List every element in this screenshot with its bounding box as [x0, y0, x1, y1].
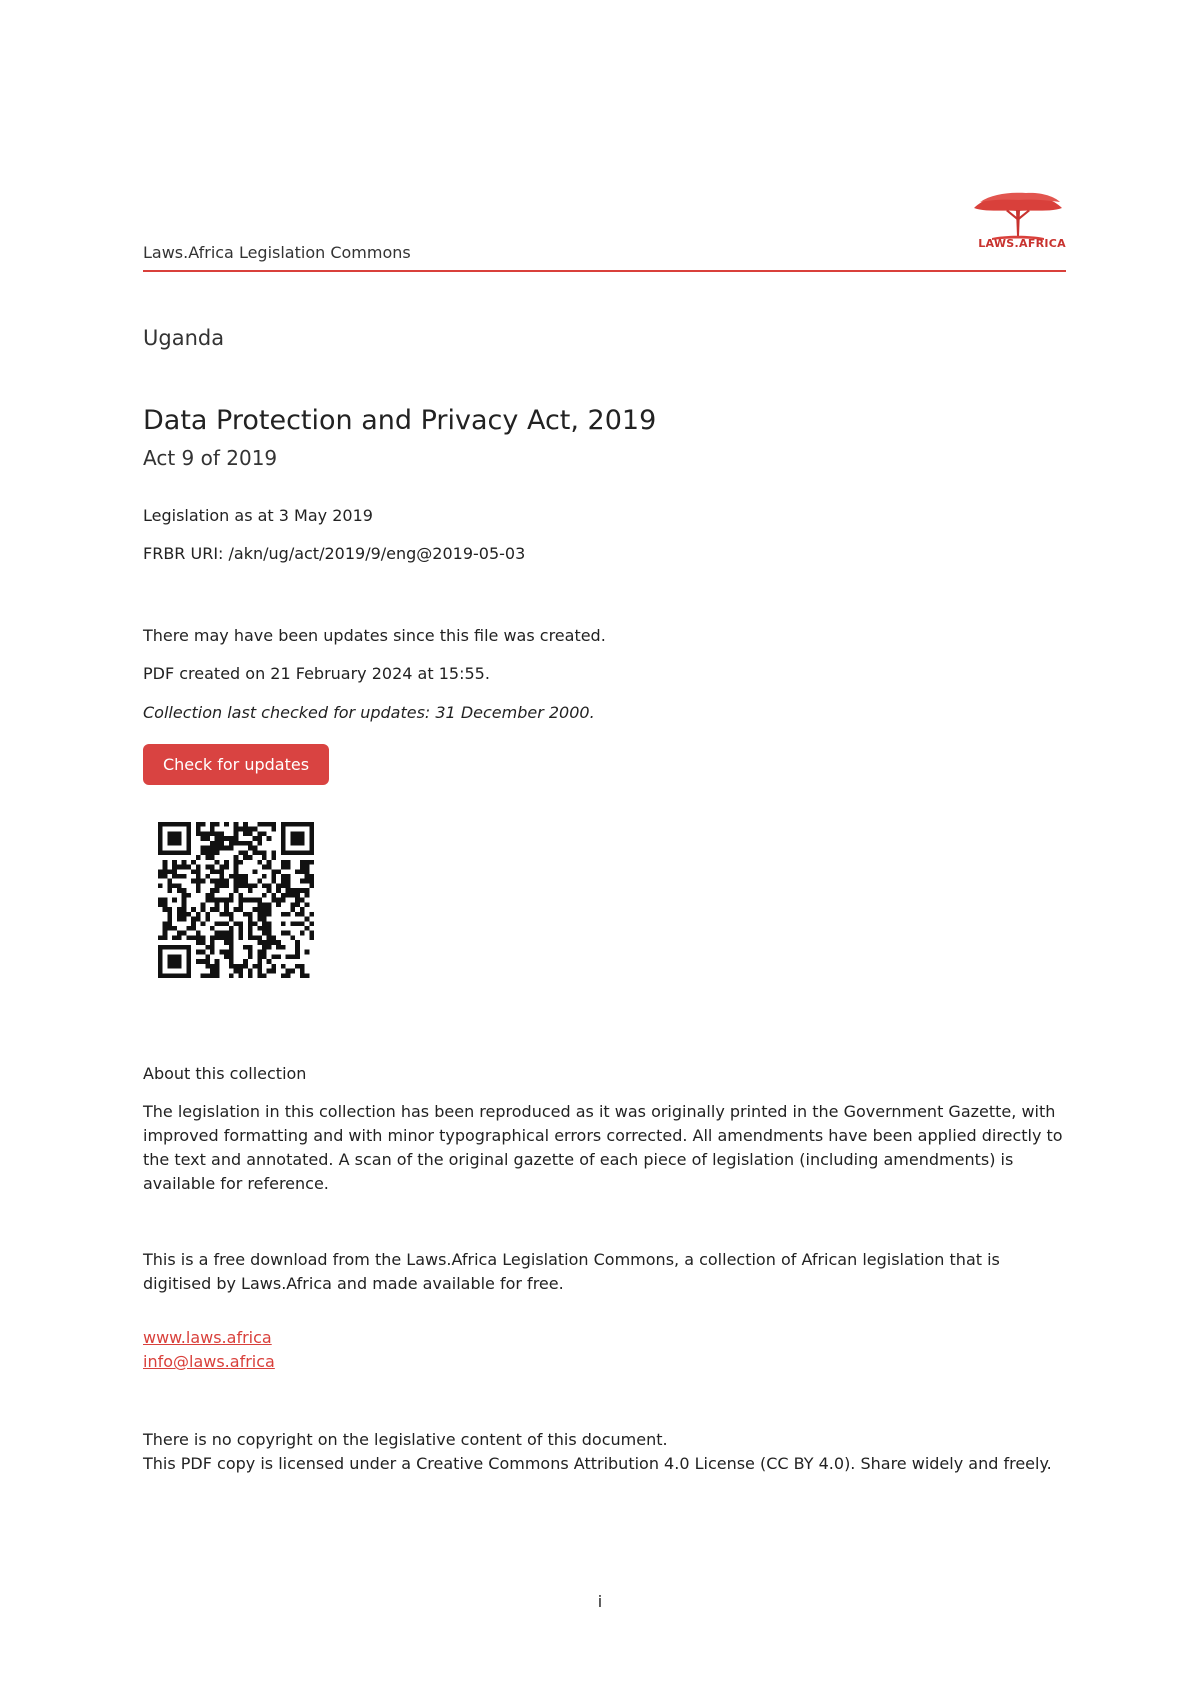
check-for-updates-button[interactable]: Check for updates: [143, 744, 329, 785]
logo-text: LAWS.AFRICA: [978, 237, 1066, 250]
copyright-line-1: There is no copyright on the legislative content of this document.: [143, 1430, 668, 1449]
updates-note: There may have been updates since this file was created.: [143, 626, 606, 645]
act-number: Act 9 of 2019: [143, 446, 278, 470]
free-download-text: This is a free download from the Laws.Africa Legislation Commons, a collection of African legislation that is digitised by Laws.Africa and made available for free.: [143, 1250, 1000, 1293]
pdf-created: PDF created on 21 February 2024 at 15:55.: [143, 664, 490, 683]
legislation-date: Legislation as at 3 May 2019: [143, 506, 373, 525]
qr-code[interactable]: [158, 822, 314, 978]
contact-links: [143, 1326, 1066, 1374]
copyright-line-2: This PDF copy is licensed under a Creative Commons Attribution 4.0 License (CC BY 4.0). Share widely and freely.: [143, 1454, 1052, 1473]
frbr-uri: FRBR URI: /akn/ug/act/2019/9/eng@2019-05-03: [143, 544, 526, 563]
website-link[interactable]: www.laws.africa: [143, 1328, 272, 1347]
page-number: i: [597, 1592, 603, 1611]
copyright-notice: [143, 1428, 1066, 1476]
page-header: [143, 190, 1066, 272]
laws-africa-logo: [970, 190, 1066, 260]
email-link[interactable]: info@laws.africa: [143, 1352, 275, 1371]
about-body: The legislation in this collection has been reproduced as it was originally printed in the Government Gazette, with improved formatting and with minor typographical errors corrected. All amendments have been applied directly to the text and annotated. A scan of the original gazette of each piece of legislation (including amendments) is available for reference.: [143, 1102, 1063, 1193]
header-title: Laws.Africa Legislation Commons: [143, 243, 411, 262]
act-title: Data Protection and Privacy Act, 2019: [143, 405, 657, 436]
country-label: Uganda: [143, 326, 225, 350]
qr-code-icon: [158, 822, 314, 978]
collection-checked: Collection last checked for updates: 31 December 2000.: [143, 703, 595, 722]
about-heading: About this collection: [143, 1064, 307, 1083]
